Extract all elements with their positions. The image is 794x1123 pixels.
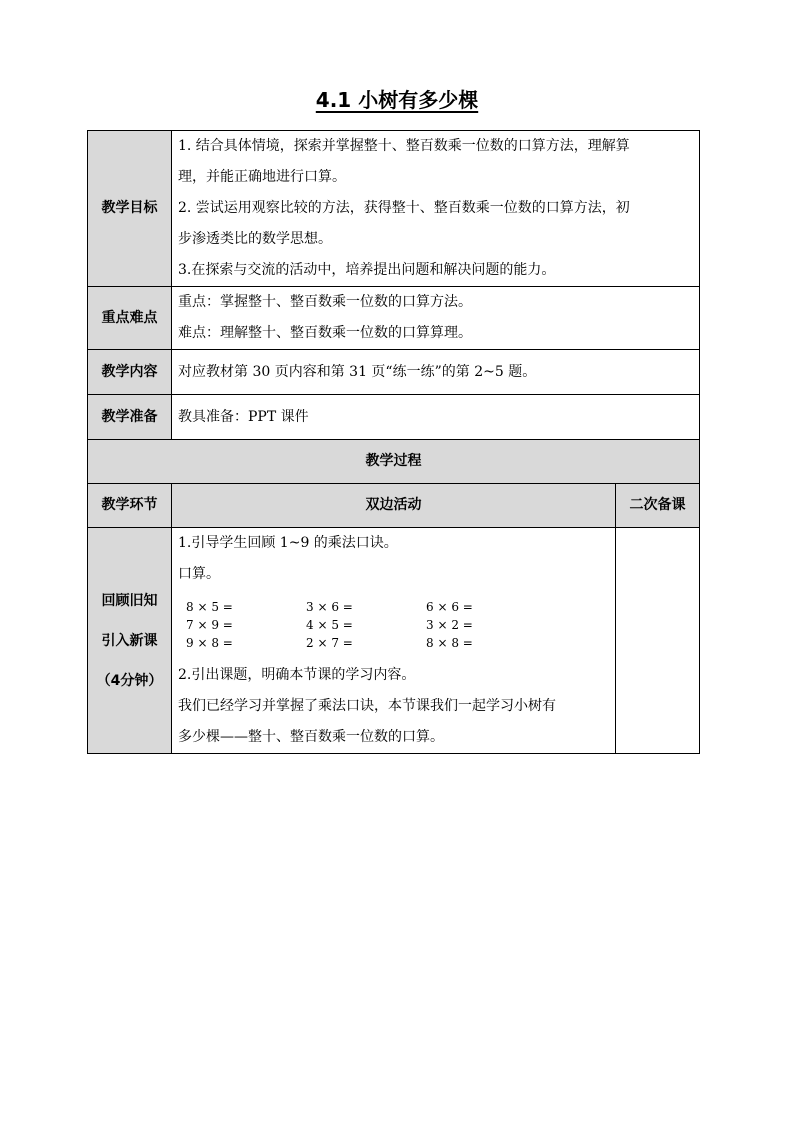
exercise-item: 6 × 6 = bbox=[426, 600, 473, 614]
exercise-grid bbox=[186, 598, 609, 652]
keypoints-label: 重点难点 bbox=[88, 287, 172, 350]
page-title-wrap bbox=[0, 84, 794, 113]
review-row bbox=[88, 528, 700, 754]
review-label-line: （4分钟） bbox=[96, 672, 163, 689]
exercise-item: 3 × 6 = bbox=[306, 600, 353, 614]
goal-line: 3.在探索与交流的活动中，培养提出问题和解决问题的能力。 bbox=[178, 262, 556, 278]
keypoint-line: 重点：掌握整十、整百数乘一位数的口算方法。 bbox=[178, 294, 472, 310]
goals-label: 教学目标 bbox=[88, 131, 172, 287]
goals-content bbox=[172, 131, 700, 287]
process-title-row bbox=[88, 440, 700, 484]
exercise-item: 8 × 8 = bbox=[426, 636, 473, 650]
content-row bbox=[88, 350, 700, 395]
header-activity: 双边活动 bbox=[172, 484, 616, 528]
header-stage: 教学环节 bbox=[88, 484, 172, 528]
header-second-prep: 二次备课 bbox=[616, 484, 700, 528]
goal-line: 理，并能正确地进行口算。 bbox=[178, 169, 346, 185]
content-label: 教学内容 bbox=[88, 350, 172, 395]
process-header-row bbox=[88, 484, 700, 528]
keypoints-row bbox=[88, 287, 700, 350]
review-label bbox=[88, 528, 172, 754]
exercise-item: 7 × 9 = bbox=[186, 618, 233, 632]
goal-line: 1. 结合具体情境，探索并掌握整十、整百数乘一位数的口算方法，理解算 bbox=[178, 138, 630, 154]
prep-text: 教具准备：PPT 课件 bbox=[172, 395, 700, 440]
goal-line: 2. 尝试运用观察比较的方法，获得整十、整百数乘一位数的口算方法，初 bbox=[178, 200, 630, 216]
exercise-item: 4 × 5 = bbox=[306, 618, 353, 632]
prep-row bbox=[88, 395, 700, 440]
review-line: 2.引出课题，明确本节课的学习内容。 bbox=[178, 667, 416, 683]
content-text: 对应教材第 30 页内容和第 31 页“练一练”的第 2~5 题。 bbox=[172, 350, 700, 395]
goals-row bbox=[88, 131, 700, 287]
review-content bbox=[172, 528, 616, 754]
review-line: 多少棵——整十、整百数乘一位数的口算。 bbox=[178, 729, 444, 745]
page-title: 4.1 小树有多少棵 bbox=[315, 88, 479, 112]
review-line: 1.引导学生回顾 1~9 的乘法口诀。 bbox=[178, 535, 398, 551]
exercise-item: 9 × 8 = bbox=[186, 636, 233, 650]
prep-label: 教学准备 bbox=[88, 395, 172, 440]
exercise-item: 8 × 5 = bbox=[186, 600, 233, 614]
exercise-item: 2 × 7 = bbox=[306, 636, 353, 650]
review-line: 口算。 bbox=[178, 566, 220, 582]
review-label-line: 引入新课 bbox=[101, 632, 158, 649]
lesson-plan-table bbox=[87, 130, 700, 754]
goal-line: 步渗透类比的数学思想。 bbox=[178, 231, 332, 247]
review-line: 我们已经学习并掌握了乘法口诀，本节课我们一起学习小树有 bbox=[178, 698, 556, 714]
second-prep-cell bbox=[616, 528, 700, 754]
review-label-line: 回顾旧知 bbox=[101, 592, 158, 609]
process-title: 教学过程 bbox=[88, 440, 700, 484]
exercise-item: 3 × 2 = bbox=[426, 618, 473, 632]
keypoint-line: 难点：理解整十、整百数乘一位数的口算算理。 bbox=[178, 325, 472, 341]
keypoints-content bbox=[172, 287, 700, 350]
